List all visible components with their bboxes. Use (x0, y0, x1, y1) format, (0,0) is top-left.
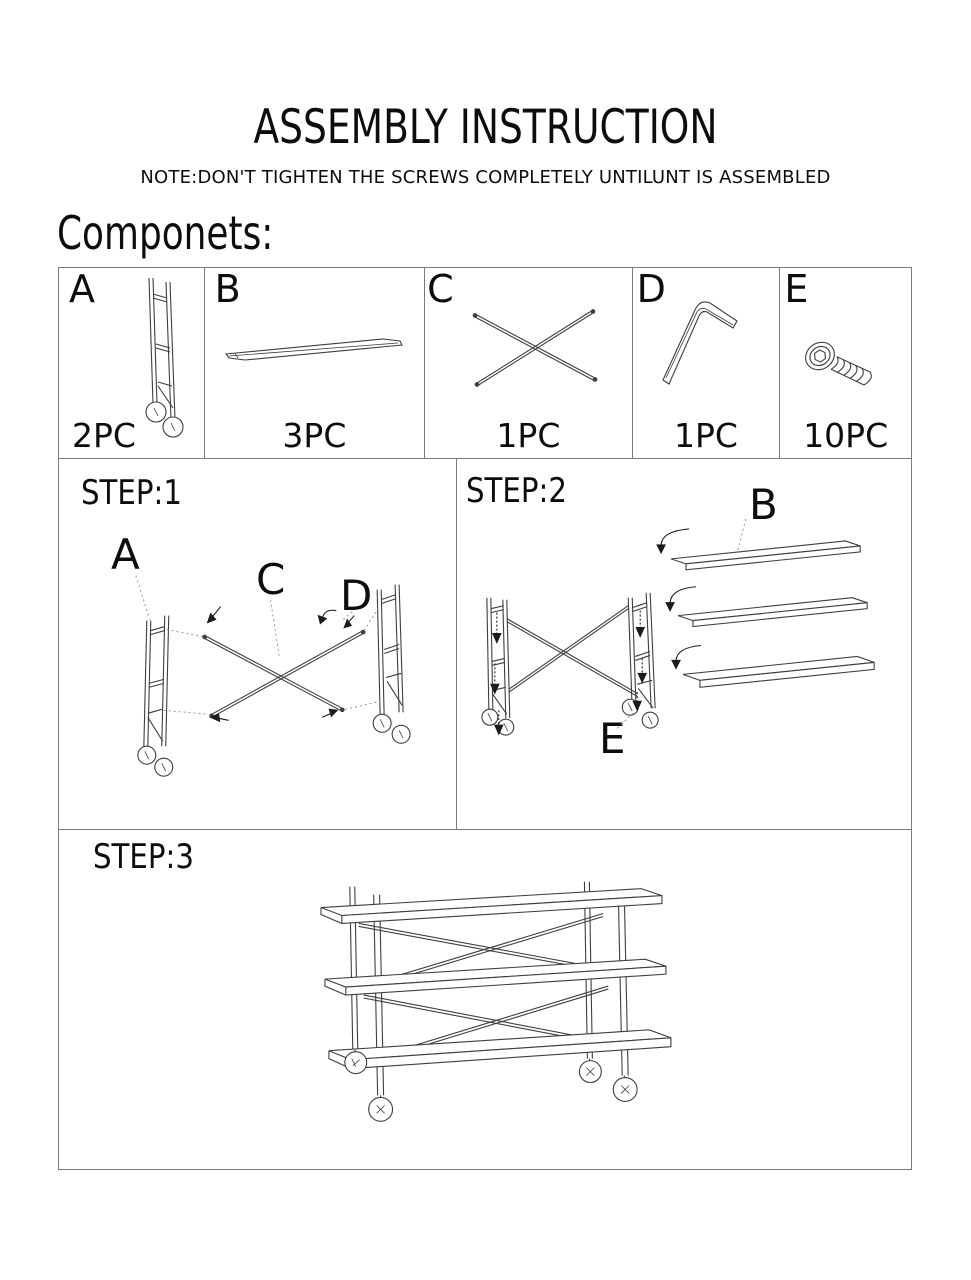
right-side-frame (622, 593, 658, 728)
right-side-frame (373, 585, 410, 744)
step-2-callout-b: B (749, 480, 778, 529)
part-cell-e (780, 268, 911, 458)
shelf-bottom (329, 1030, 671, 1069)
part-cell-c (425, 268, 633, 458)
shelf-top (321, 889, 662, 924)
step-2-diagram (457, 459, 911, 829)
step-1-callout-c: C (256, 555, 286, 604)
step-1-panel (58, 458, 456, 829)
left-side-frame (138, 616, 173, 777)
note-text: NOTE:DON'T TIGHTEN THE SCREWS COMPLETELY UNTILUNT IS ASSEMBLED (140, 167, 831, 188)
part-id-label: E (784, 267, 809, 311)
step-1-label: STEP:1 (81, 473, 182, 513)
left-side-frame (482, 598, 514, 735)
part-id-label: C (427, 267, 454, 311)
shelf-middle (325, 959, 666, 995)
shelf-boards (671, 541, 874, 687)
step-2-panel (456, 458, 912, 829)
part-qty-label: 10PC (803, 415, 889, 455)
step-1-diagram (59, 459, 456, 829)
part-cell-a (59, 268, 205, 458)
part-qty-label: 1PC (496, 415, 561, 455)
step-1-callout-d: D (340, 571, 373, 620)
parts-table (58, 267, 912, 458)
step-3-diagram (59, 830, 911, 1169)
step-2-label: STEP:2 (466, 471, 567, 511)
screw-arrows (491, 611, 646, 734)
cross-brace (507, 606, 637, 697)
part-cell-b (205, 268, 425, 458)
step-1-callout-a: A (111, 530, 140, 579)
cross-brace (203, 630, 365, 717)
part-cell-d (633, 268, 781, 458)
insert-arrows (657, 529, 701, 668)
page-title: ASSEMBLY INSTRUCTION (253, 100, 718, 155)
part-qty-label: 1PC (674, 415, 738, 455)
step-3-label: STEP:3 (93, 837, 194, 877)
part-qty-label: 3PC (282, 415, 347, 455)
step-3-panel (58, 829, 912, 1170)
components-heading: Componets: (57, 206, 274, 260)
step-2-callout-e: E (599, 714, 626, 763)
part-id-label: A (69, 267, 95, 311)
part-id-label: D (636, 267, 666, 311)
part-qty-label: 2PC (72, 415, 136, 455)
part-id-label: B (214, 267, 241, 311)
